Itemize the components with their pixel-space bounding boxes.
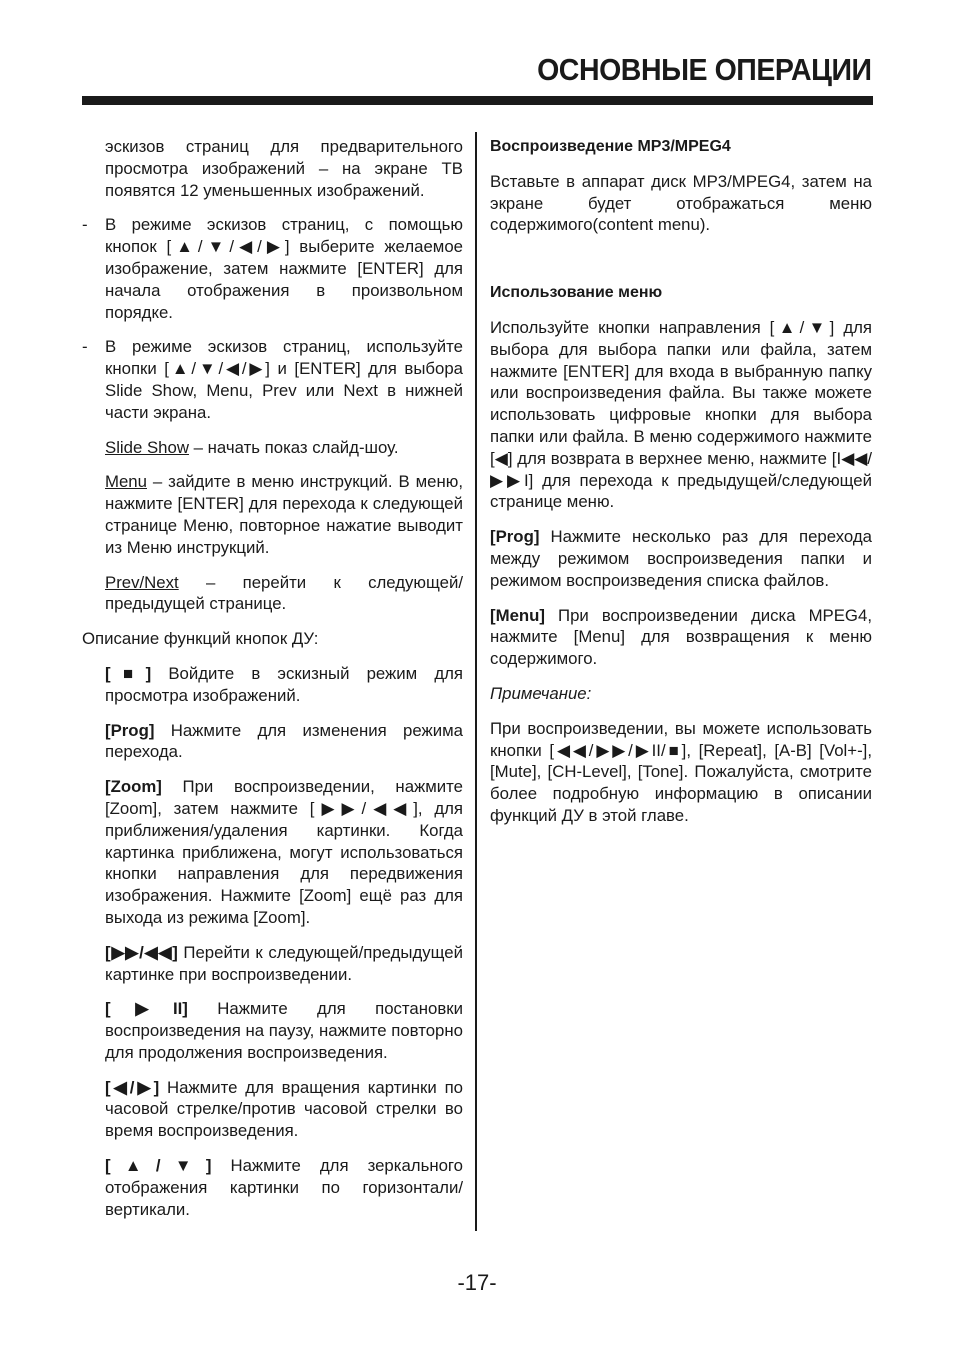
prevnext-text: – перейти к следующей/предыдущей странице.: [105, 572, 463, 614]
key-text: Нажмите для зеркального отображения картинки по горизонтали/вертикали.: [105, 1156, 464, 1219]
prog-paragraph: [490, 526, 872, 591]
key-description: [82, 663, 463, 707]
key-text: Нажмите несколько раз для перехода между режимом воспроизведения папки и режимом воспроизведения списка файлов.: [490, 527, 872, 590]
key-description: [82, 720, 463, 764]
note-label: Примечание:: [490, 683, 592, 703]
bullet-item: [82, 214, 463, 323]
note-paragraph: При воспроизведении, вы можете использовать кнопки [◀◀/▶▶/▶II/■], [Repeat], [A-B] [Vol+-], [Mute], [CH-Level], [Tone]. Пожалуйста, смотрите более подробную информацию в описании функций ДУ в этой главе.: [490, 718, 872, 825]
key-label: [Menu]: [490, 605, 545, 625]
key-description: [82, 1077, 463, 1142]
slideshow-text: – начать показ слайд-шоу.: [188, 437, 399, 457]
dash-marker: -: [82, 215, 88, 235]
left-column: [82, 136, 463, 1220]
key-label: [▶II]: [105, 999, 188, 1019]
menu-usage-paragraph: Используйте кнопки направления [▲/▼] для выбора для выбора папки или файла, затем нажмите [ENTER] для входа в выбранную папку или воспроизведения файла. Вы также можете использовать цифровые кнопки для выбора папки или файла. В меню содержимого нажмите [◀] для возврата в верхнее меню, нажмите [I◀◀/▶▶I] для перехода к предыдущей/следующей странице меню.: [490, 317, 872, 512]
key-label: [▶▶/◀◀]: [105, 942, 178, 962]
left-intro-paragraph: эскизов страниц для предварительного просмотра изображений – на экране ТВ появятся 12 уменьшенных изображений.: [105, 137, 463, 200]
section-heading-menu: Использование меню: [490, 284, 663, 302]
key-text: Нажмите для постановки воспроизведения на паузу, нажмите повторно для продолжения воспроизведения.: [105, 999, 463, 1062]
key-label: [Prog]: [105, 720, 155, 740]
page-title: ОСНОВНЫЕ ОПЕРАЦИИ: [537, 52, 872, 87]
right-column: [490, 136, 872, 827]
key-label: [Zoom]: [105, 777, 162, 797]
key-description: [82, 776, 463, 929]
key-label: [◀/▶]: [105, 1077, 160, 1097]
section-heading-mp3: Воспроизведение MP3/MPEG4: [490, 138, 731, 155]
key-text: Нажмите для вращения картинки по часовой стрелке/против часовой стрелки во время воспроизведения.: [105, 1077, 463, 1141]
menu-text: – зайдите в меню инструкций. В меню, нажмите [ENTER] для перехода к следующей странице Меню, повторное нажатие выводит из Меню инструкций.: [105, 472, 463, 557]
key-label: [■]: [105, 663, 152, 683]
bullet-text: В режиме эскизов страниц, используйте кнопки [▲/▼/◀/▶] и [ENTER] для выбора Slide Show, Menu, Prev или Next в нижней части экрана.: [105, 337, 463, 422]
menu-term: Menu: [105, 472, 147, 492]
header-rule: [82, 96, 873, 105]
bullet-item: [82, 336, 463, 423]
key-text: Войдите в эскизный режим для просмотра изображений.: [105, 663, 463, 705]
key-description: [82, 942, 463, 986]
key-text: При воспроизведении диска MPEG4, нажмите [Menu] для возвращения к меню содержимого.: [490, 605, 872, 669]
page-number: -17-: [457, 1270, 497, 1295]
mp3-paragraph: Вставьте в аппарат диск MP3/MPEG4, затем на экране будет отображаться меню содержимого(content menu).: [490, 171, 872, 235]
slideshow-paragraph: [82, 437, 463, 459]
key-description: [82, 1155, 463, 1220]
key-text: Нажмите для изменения режима перехода.: [105, 720, 463, 762]
menu-paragraph: [82, 471, 463, 558]
key-label: [Prog]: [490, 527, 540, 547]
menu-key-paragraph: [490, 605, 872, 670]
key-text: При воспроизведении, нажмите [Zoom], затем нажмите [▶▶/◀◀], для приближения/удаления картинки. Когда картинка приближена, могут использоваться кнопки направления для передвижения изображения. Нажмите [Zoom] ещё раз для выхода из режима [Zoom].: [105, 777, 463, 927]
prevnext-term: Prev/Next: [105, 572, 179, 592]
remote-heading: Описание функций кнопок ДУ:: [82, 629, 319, 649]
bullet-text: В режиме эскизов страниц, с помощью кнопок [▲/▼/◀/▶] выберите желаемое изображение, затем нажмите [ENTER] для начала отображения в произвольном порядке.: [105, 215, 463, 322]
key-text: Перейти к следующей/предыдущей картинке при воспроизведении.: [105, 942, 463, 984]
key-description: [82, 998, 463, 1063]
prevnext-paragraph: [82, 572, 463, 616]
column-divider: [475, 132, 477, 1231]
slideshow-term: Slide Show: [105, 437, 189, 457]
key-label: [▲/▼]: [105, 1156, 212, 1176]
dash-marker: -: [82, 337, 88, 357]
